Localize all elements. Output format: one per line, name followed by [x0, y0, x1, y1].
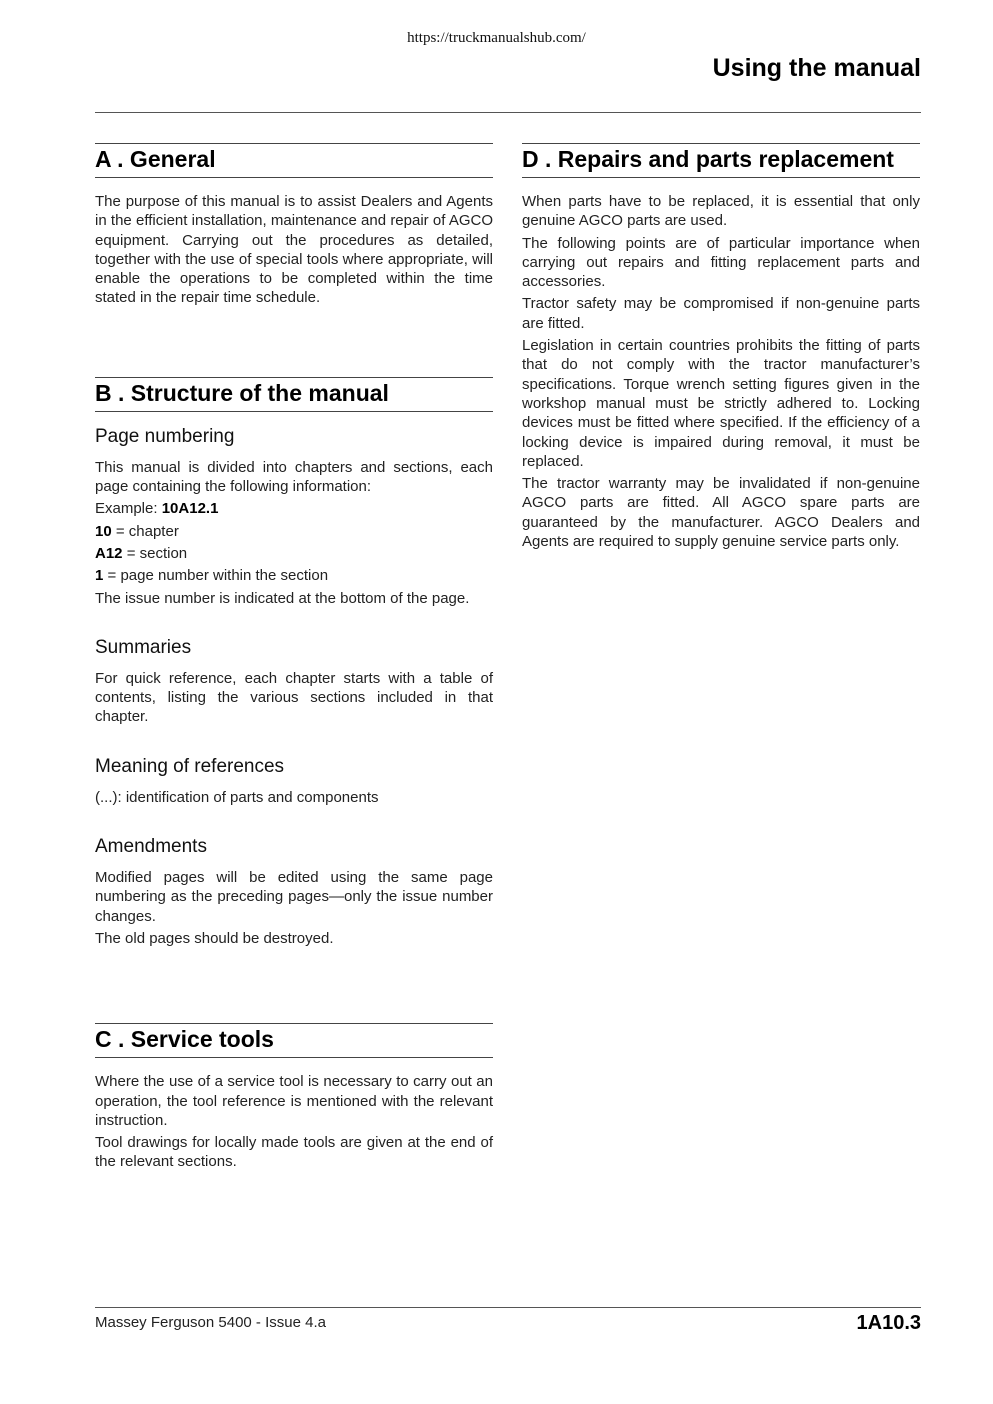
chapter-definition: 10 = chapter	[95, 522, 179, 540]
section-d-paragraph: The following points are of particular importance when carrying out repairs and fitting replacement parts and accessories.	[522, 234, 920, 291]
page-numbering-example: Example: 10A12.1	[95, 500, 219, 518]
page-numbering-subheading: Page numbering	[95, 425, 235, 447]
footer-divider	[95, 1307, 921, 1308]
section-c-paragraph: Tool drawings for locally made tools are given at the end of the relevant sections.	[95, 1134, 493, 1171]
summaries-text: For quick reference, each chapter starts with a table of contents, listing the various sections included in that chapter.	[95, 669, 493, 726]
page-definition: 1 = page number within the section	[95, 567, 329, 585]
right-column	[522, 143, 920, 554]
section-d-paragraph: When parts have to be replaced, it is essential that only genuine AGCO parts are used.	[522, 193, 920, 230]
page-title: Using the manual	[712, 54, 921, 82]
page-number: 1A10.3	[856, 1312, 921, 1334]
section-d-paragraph: Legislation in certain countries prohibits the fitting of parts that do not comply with the tractor manufacturer’s specifications. Torque wrench setting figures given in the workshop manual must be strictly adhered to. Locking devices must be fitted where specified. If the efficiency of a locking device is impaired during removal, it must be replaced.	[522, 337, 920, 470]
section-c-paragraph: Where the use of a service tool is necessary to carry out an operation, the tool reference is mentioned with the relevant instruction.	[95, 1073, 493, 1129]
section-d-paragraph: The tractor warranty may be invalidated if non-genuine AGCO parts are fitted. All AGCO spare parts are guaranteed by the manufacturer. AGCO Dealers and Agents are required to supply genuine service parts only.	[522, 475, 920, 551]
issue-note: The issue number is indicated at the bottom of the page.	[95, 589, 470, 607]
amendments-subheading: Amendments	[95, 836, 207, 858]
amendments-paragraph: The old pages should be destroyed.	[95, 929, 334, 947]
section-a-heading: A . General	[95, 143, 493, 178]
amendments-paragraph: Modified pages will be edited using the same page numbering as the preceding pages—only the issue number changes.	[95, 869, 493, 925]
source-url[interactable]: https://truckmanualshub.com/	[407, 30, 586, 46]
section-definition: A12 = section	[95, 544, 188, 562]
page-numbering-intro: This manual is divided into chapters and sections, each page containing the following information:	[95, 458, 493, 496]
section-d-heading: D . Repairs and parts replacement	[522, 143, 920, 178]
section-d-paragraph: Tractor safety may be compromised if non-genuine parts are fitted.	[522, 295, 920, 332]
section-a-paragraph: The purpose of this manual is to assist Dealers and Agents in the efficient installation, maintenance and repair of AGCO equipment. Carrying out the procedures as detailed, together with the use of special tools where appropriate, will enable the operations to be completed within the time stated in the repair time schedule.	[95, 193, 493, 307]
section-b-heading: B . Structure of the manual	[95, 377, 493, 412]
header-divider	[95, 112, 921, 113]
section-c-heading: C . Service tools	[95, 1023, 493, 1058]
references-subheading: Meaning of references	[95, 755, 285, 777]
summaries-subheading: Summaries	[95, 636, 192, 658]
left-column	[95, 143, 493, 1175]
footer-issue: Massey Ferguson 5400 - Issue 4.a	[95, 1314, 326, 1331]
references-text: (...): identification of parts and components	[95, 788, 379, 806]
